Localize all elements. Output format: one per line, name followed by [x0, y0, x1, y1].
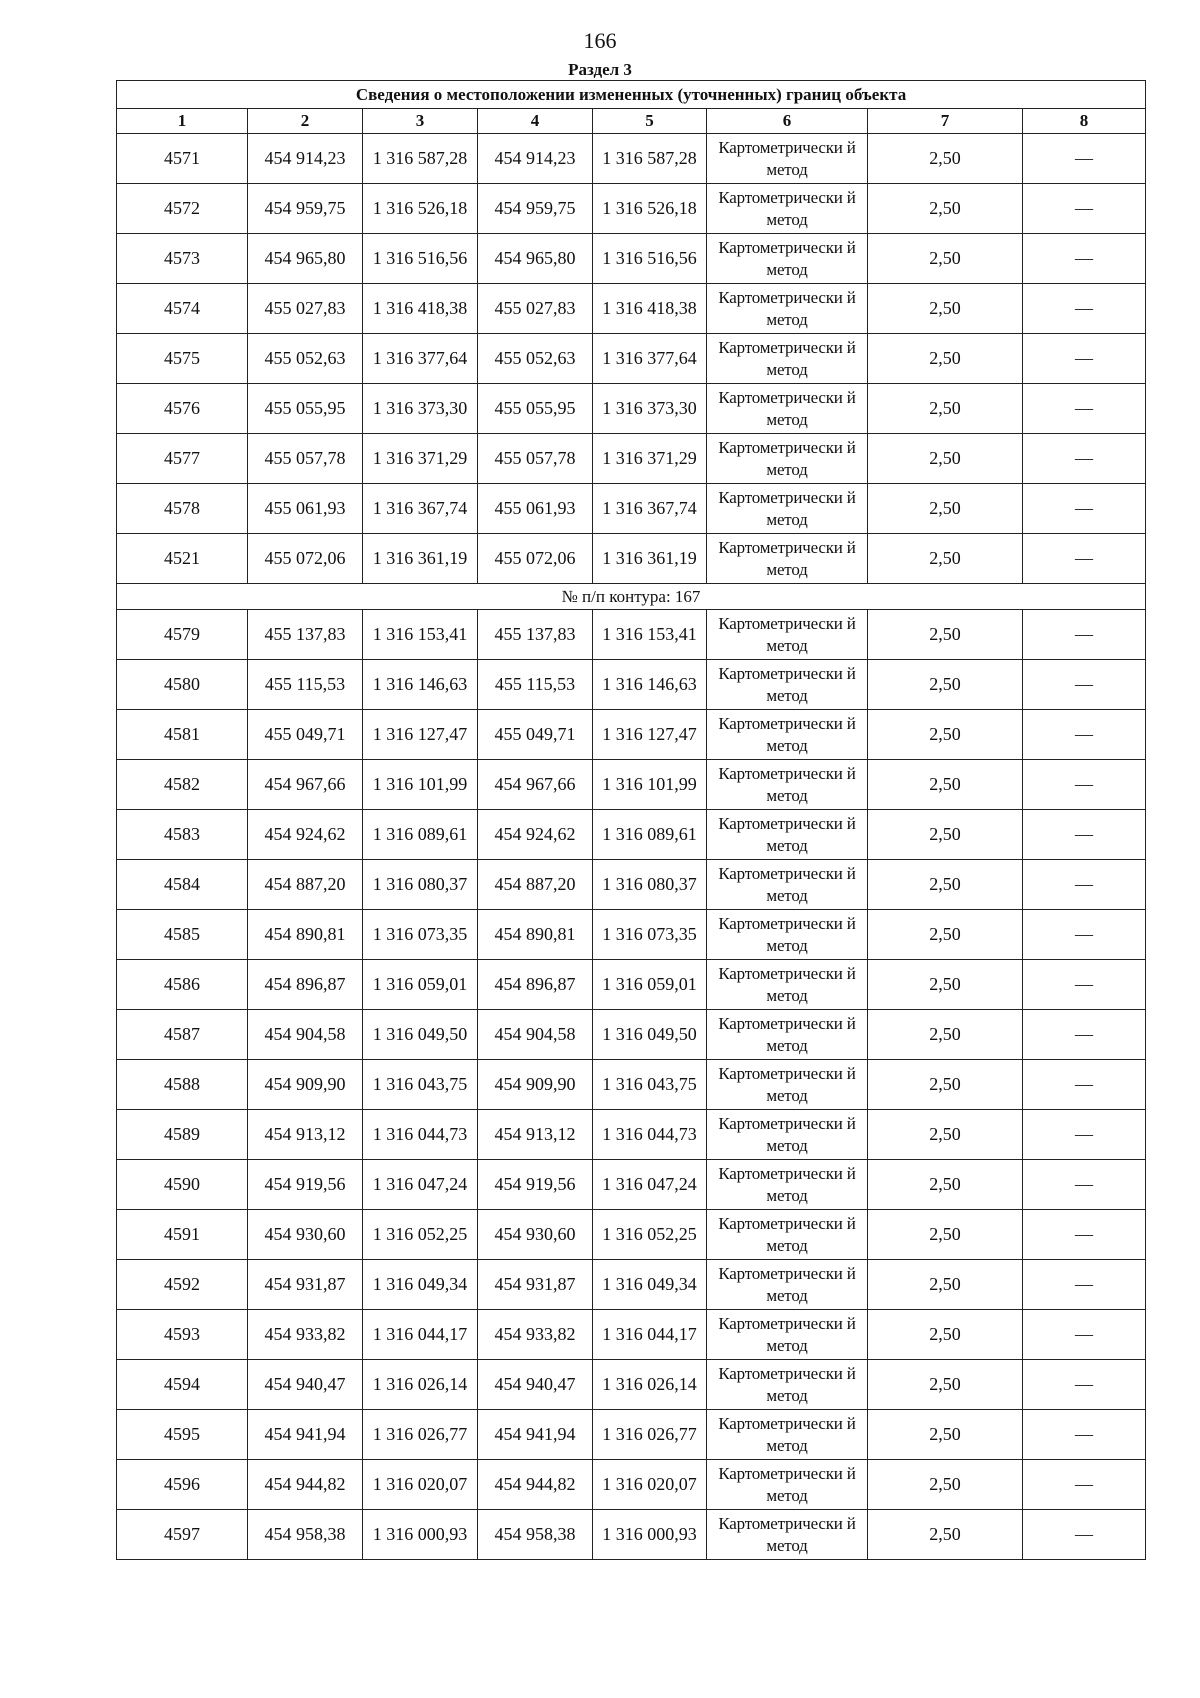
- y-new-cell: 1 316 127,47: [593, 710, 707, 760]
- contour-row: [117, 584, 1146, 610]
- description-cell: —: [1023, 1160, 1146, 1210]
- method-cell: Картометрически й метод: [707, 760, 868, 810]
- table-row: [117, 534, 1146, 584]
- point-number-cell: 4579: [117, 610, 248, 660]
- x-new-cell: 455 049,71: [478, 710, 593, 760]
- y-new-cell: 1 316 146,63: [593, 660, 707, 710]
- y-new-cell: 1 316 026,77: [593, 1410, 707, 1460]
- column-number: 3: [363, 109, 478, 134]
- table-row: [117, 710, 1146, 760]
- description-cell: —: [1023, 1210, 1146, 1260]
- y-new-cell: 1 316 153,41: [593, 610, 707, 660]
- point-number-cell: 4595: [117, 1410, 248, 1460]
- table-row: [117, 760, 1146, 810]
- y-old-cell: 1 316 020,07: [363, 1460, 478, 1510]
- point-number-cell: 4584: [117, 860, 248, 910]
- y-old-cell: 1 316 587,28: [363, 134, 478, 184]
- description-cell: —: [1023, 860, 1146, 910]
- x-new-cell: 454 919,56: [478, 1160, 593, 1210]
- accuracy-cell: 2,50: [868, 1460, 1023, 1510]
- section-title: Раздел 3: [568, 60, 632, 79]
- point-number-cell: 4576: [117, 384, 248, 434]
- method-cell: Картометрически й метод: [707, 184, 868, 234]
- y-new-cell: 1 316 044,73: [593, 1110, 707, 1160]
- method-cell: Картометрически й метод: [707, 134, 868, 184]
- table-caption: Сведения о местоположении измененных (уточненных) границ объекта: [117, 81, 1146, 109]
- description-cell: —: [1023, 710, 1146, 760]
- accuracy-cell: 2,50: [868, 434, 1023, 484]
- table-row: [117, 1410, 1146, 1460]
- description-cell: —: [1023, 184, 1146, 234]
- x-new-cell: 455 055,95: [478, 384, 593, 434]
- x-old-cell: 454 914,23: [248, 134, 363, 184]
- table-row: [117, 610, 1146, 660]
- method-cell: Картометрически й метод: [707, 284, 868, 334]
- x-old-cell: 454 940,47: [248, 1360, 363, 1410]
- y-old-cell: 1 316 043,75: [363, 1060, 478, 1110]
- y-new-cell: 1 316 371,29: [593, 434, 707, 484]
- table-row: [117, 1260, 1146, 1310]
- y-new-cell: 1 316 052,25: [593, 1210, 707, 1260]
- y-old-cell: 1 316 026,14: [363, 1360, 478, 1410]
- y-old-cell: 1 316 049,34: [363, 1260, 478, 1310]
- description-cell: —: [1023, 1510, 1146, 1560]
- x-old-cell: 454 930,60: [248, 1210, 363, 1260]
- method-cell: Картометрически й метод: [707, 234, 868, 284]
- method-cell: Картометрически й метод: [707, 1110, 868, 1160]
- y-new-cell: 1 316 418,38: [593, 284, 707, 334]
- table-row: [117, 134, 1146, 184]
- x-old-cell: 454 896,87: [248, 960, 363, 1010]
- y-old-cell: 1 316 073,35: [363, 910, 478, 960]
- description-cell: —: [1023, 134, 1146, 184]
- column-number: 4: [478, 109, 593, 134]
- x-old-cell: 454 933,82: [248, 1310, 363, 1360]
- y-new-cell: 1 316 020,07: [593, 1460, 707, 1510]
- x-old-cell: 454 958,38: [248, 1510, 363, 1560]
- x-old-cell: 454 944,82: [248, 1460, 363, 1510]
- table-row: [117, 810, 1146, 860]
- column-number: 2: [248, 109, 363, 134]
- x-new-cell: 454 896,87: [478, 960, 593, 1010]
- y-new-cell: 1 316 026,14: [593, 1360, 707, 1410]
- description-cell: —: [1023, 534, 1146, 584]
- accuracy-cell: 2,50: [868, 1010, 1023, 1060]
- y-new-cell: 1 316 587,28: [593, 134, 707, 184]
- y-new-cell: 1 316 044,17: [593, 1310, 707, 1360]
- point-number-cell: 4574: [117, 284, 248, 334]
- accuracy-cell: 2,50: [868, 384, 1023, 434]
- point-number-cell: 4596: [117, 1460, 248, 1510]
- table-row: [117, 334, 1146, 384]
- y-old-cell: 1 316 418,38: [363, 284, 478, 334]
- x-new-cell: 454 914,23: [478, 134, 593, 184]
- table-row: [117, 1210, 1146, 1260]
- method-cell: Картометрически й метод: [707, 334, 868, 384]
- method-cell: Картометрически й метод: [707, 1510, 868, 1560]
- y-old-cell: 1 316 052,25: [363, 1210, 478, 1260]
- accuracy-cell: 2,50: [868, 1510, 1023, 1560]
- accuracy-cell: 2,50: [868, 334, 1023, 384]
- description-cell: —: [1023, 1260, 1146, 1310]
- point-number-cell: 4577: [117, 434, 248, 484]
- accuracy-cell: 2,50: [868, 1160, 1023, 1210]
- method-cell: Картометрически й метод: [707, 960, 868, 1010]
- description-cell: —: [1023, 910, 1146, 960]
- contour-label: № п/п контура: 167: [117, 584, 1146, 610]
- method-cell: Картометрически й метод: [707, 660, 868, 710]
- y-new-cell: 1 316 526,18: [593, 184, 707, 234]
- accuracy-cell: 2,50: [868, 660, 1023, 710]
- method-cell: Картометрически й метод: [707, 610, 868, 660]
- table-row: [117, 1010, 1146, 1060]
- description-cell: —: [1023, 1360, 1146, 1410]
- method-cell: Картометрически й метод: [707, 1360, 868, 1410]
- table-row: [117, 484, 1146, 534]
- y-new-cell: 1 316 089,61: [593, 810, 707, 860]
- x-new-cell: 454 909,90: [478, 1060, 593, 1110]
- accuracy-cell: 2,50: [868, 1110, 1023, 1160]
- method-cell: Картометрически й метод: [707, 1060, 868, 1110]
- y-old-cell: 1 316 026,77: [363, 1410, 478, 1460]
- accuracy-cell: 2,50: [868, 1210, 1023, 1260]
- point-number-cell: 4581: [117, 710, 248, 760]
- x-new-cell: 455 052,63: [478, 334, 593, 384]
- x-old-cell: 455 115,53: [248, 660, 363, 710]
- description-cell: —: [1023, 760, 1146, 810]
- table-row: [117, 1460, 1146, 1510]
- point-number-cell: 4572: [117, 184, 248, 234]
- method-cell: Картометрически й метод: [707, 434, 868, 484]
- x-new-cell: 454 931,87: [478, 1260, 593, 1310]
- x-new-cell: 454 958,38: [478, 1510, 593, 1560]
- y-old-cell: 1 316 153,41: [363, 610, 478, 660]
- column-number: 6: [707, 109, 868, 134]
- point-number-cell: 4585: [117, 910, 248, 960]
- column-number: 1: [117, 109, 248, 134]
- x-old-cell: 454 931,87: [248, 1260, 363, 1310]
- x-old-cell: 455 072,06: [248, 534, 363, 584]
- description-cell: —: [1023, 434, 1146, 484]
- accuracy-cell: 2,50: [868, 860, 1023, 910]
- table-row: [117, 910, 1146, 960]
- method-cell: Картометрически й метод: [707, 1460, 868, 1510]
- y-new-cell: 1 316 043,75: [593, 1060, 707, 1110]
- x-old-cell: 455 049,71: [248, 710, 363, 760]
- description-cell: —: [1023, 284, 1146, 334]
- accuracy-cell: 2,50: [868, 234, 1023, 284]
- y-old-cell: 1 316 047,24: [363, 1160, 478, 1210]
- method-cell: Картометрически й метод: [707, 1210, 868, 1260]
- table-row: [117, 184, 1146, 234]
- y-old-cell: 1 316 516,56: [363, 234, 478, 284]
- y-old-cell: 1 316 101,99: [363, 760, 478, 810]
- table-caption-row: [117, 81, 1146, 109]
- table-row: [117, 384, 1146, 434]
- description-cell: —: [1023, 660, 1146, 710]
- table-row: [117, 1360, 1146, 1410]
- y-new-cell: 1 316 101,99: [593, 760, 707, 810]
- x-new-cell: 454 959,75: [478, 184, 593, 234]
- point-number-cell: 4597: [117, 1510, 248, 1560]
- y-old-cell: 1 316 059,01: [363, 960, 478, 1010]
- x-old-cell: 454 965,80: [248, 234, 363, 284]
- x-new-cell: 454 940,47: [478, 1360, 593, 1410]
- method-cell: Картометрически й метод: [707, 810, 868, 860]
- point-number-cell: 4592: [117, 1260, 248, 1310]
- x-old-cell: 455 052,63: [248, 334, 363, 384]
- accuracy-cell: 2,50: [868, 1360, 1023, 1410]
- boundary-coordinates-table: [116, 80, 1146, 1560]
- description-cell: —: [1023, 1060, 1146, 1110]
- method-cell: Картометрически й метод: [707, 710, 868, 760]
- x-new-cell: 455 027,83: [478, 284, 593, 334]
- x-new-cell: 455 072,06: [478, 534, 593, 584]
- table-row: [117, 1310, 1146, 1360]
- y-old-cell: 1 316 526,18: [363, 184, 478, 234]
- y-new-cell: 1 316 000,93: [593, 1510, 707, 1560]
- table-row: [117, 284, 1146, 334]
- y-new-cell: 1 316 367,74: [593, 484, 707, 534]
- x-new-cell: 454 944,82: [478, 1460, 593, 1510]
- y-old-cell: 1 316 371,29: [363, 434, 478, 484]
- accuracy-cell: 2,50: [868, 284, 1023, 334]
- accuracy-cell: 2,50: [868, 534, 1023, 584]
- accuracy-cell: 2,50: [868, 184, 1023, 234]
- table-row: [117, 860, 1146, 910]
- x-new-cell: 454 913,12: [478, 1110, 593, 1160]
- table-row: [117, 1110, 1146, 1160]
- x-old-cell: 455 061,93: [248, 484, 363, 534]
- y-new-cell: 1 316 377,64: [593, 334, 707, 384]
- description-cell: —: [1023, 1410, 1146, 1460]
- x-old-cell: 454 919,56: [248, 1160, 363, 1210]
- point-number-cell: 4586: [117, 960, 248, 1010]
- method-cell: Картометрически й метод: [707, 484, 868, 534]
- table-row: [117, 960, 1146, 1010]
- accuracy-cell: 2,50: [868, 610, 1023, 660]
- x-new-cell: 455 137,83: [478, 610, 593, 660]
- description-cell: —: [1023, 1460, 1146, 1510]
- description-cell: —: [1023, 484, 1146, 534]
- accuracy-cell: 2,50: [868, 1410, 1023, 1460]
- method-cell: Картометрически й метод: [707, 1010, 868, 1060]
- y-old-cell: 1 316 127,47: [363, 710, 478, 760]
- accuracy-cell: 2,50: [868, 1260, 1023, 1310]
- description-cell: —: [1023, 1010, 1146, 1060]
- table-row: [117, 1060, 1146, 1110]
- page-number: 166: [583, 28, 617, 53]
- accuracy-cell: 2,50: [868, 910, 1023, 960]
- y-old-cell: 1 316 089,61: [363, 810, 478, 860]
- y-old-cell: 1 316 044,73: [363, 1110, 478, 1160]
- method-cell: Картометрически й метод: [707, 384, 868, 434]
- point-number-cell: 4573: [117, 234, 248, 284]
- table-row: [117, 1160, 1146, 1210]
- point-number-cell: 4587: [117, 1010, 248, 1060]
- x-old-cell: 454 924,62: [248, 810, 363, 860]
- accuracy-cell: 2,50: [868, 484, 1023, 534]
- x-new-cell: 454 967,66: [478, 760, 593, 810]
- description-cell: —: [1023, 810, 1146, 860]
- method-cell: Картометрически й метод: [707, 910, 868, 960]
- point-number-cell: 4591: [117, 1210, 248, 1260]
- x-old-cell: 455 027,83: [248, 284, 363, 334]
- x-old-cell: 455 055,95: [248, 384, 363, 434]
- y-old-cell: 1 316 367,74: [363, 484, 478, 534]
- y-new-cell: 1 316 516,56: [593, 234, 707, 284]
- method-cell: Картометрически й метод: [707, 1260, 868, 1310]
- x-old-cell: 454 959,75: [248, 184, 363, 234]
- description-cell: —: [1023, 334, 1146, 384]
- description-cell: —: [1023, 384, 1146, 434]
- x-old-cell: 454 967,66: [248, 760, 363, 810]
- point-number-cell: 4575: [117, 334, 248, 384]
- y-old-cell: 1 316 361,19: [363, 534, 478, 584]
- x-new-cell: 454 887,20: [478, 860, 593, 910]
- point-number-cell: 4521: [117, 534, 248, 584]
- description-cell: —: [1023, 1310, 1146, 1360]
- accuracy-cell: 2,50: [868, 134, 1023, 184]
- description-cell: —: [1023, 234, 1146, 284]
- description-cell: —: [1023, 1110, 1146, 1160]
- accuracy-cell: 2,50: [868, 960, 1023, 1010]
- point-number-cell: 4583: [117, 810, 248, 860]
- y-new-cell: 1 316 059,01: [593, 960, 707, 1010]
- y-old-cell: 1 316 377,64: [363, 334, 478, 384]
- x-new-cell: 455 115,53: [478, 660, 593, 710]
- accuracy-cell: 2,50: [868, 760, 1023, 810]
- x-old-cell: 454 941,94: [248, 1410, 363, 1460]
- x-new-cell: 454 904,58: [478, 1010, 593, 1060]
- y-new-cell: 1 316 049,34: [593, 1260, 707, 1310]
- table-row: [117, 1510, 1146, 1560]
- y-new-cell: 1 316 073,35: [593, 910, 707, 960]
- accuracy-cell: 2,50: [868, 1060, 1023, 1110]
- method-cell: Картометрически й метод: [707, 1410, 868, 1460]
- y-old-cell: 1 316 000,93: [363, 1510, 478, 1560]
- x-old-cell: 454 909,90: [248, 1060, 363, 1110]
- accuracy-cell: 2,50: [868, 1310, 1023, 1360]
- point-number-cell: 4571: [117, 134, 248, 184]
- x-new-cell: 454 941,94: [478, 1410, 593, 1460]
- table-row: [117, 434, 1146, 484]
- y-old-cell: 1 316 080,37: [363, 860, 478, 910]
- method-cell: Картометрически й метод: [707, 1160, 868, 1210]
- x-new-cell: 454 965,80: [478, 234, 593, 284]
- point-number-cell: 4580: [117, 660, 248, 710]
- method-cell: Картометрически й метод: [707, 534, 868, 584]
- point-number-cell: 4589: [117, 1110, 248, 1160]
- x-new-cell: 454 890,81: [478, 910, 593, 960]
- point-number-cell: 4590: [117, 1160, 248, 1210]
- y-old-cell: 1 316 049,50: [363, 1010, 478, 1060]
- y-old-cell: 1 316 373,30: [363, 384, 478, 434]
- accuracy-cell: 2,50: [868, 710, 1023, 760]
- point-number-cell: 4593: [117, 1310, 248, 1360]
- x-old-cell: 454 890,81: [248, 910, 363, 960]
- x-new-cell: 454 924,62: [478, 810, 593, 860]
- x-old-cell: 455 137,83: [248, 610, 363, 660]
- point-number-cell: 4578: [117, 484, 248, 534]
- point-number-cell: 4588: [117, 1060, 248, 1110]
- accuracy-cell: 2,50: [868, 810, 1023, 860]
- column-number: 7: [868, 109, 1023, 134]
- y-new-cell: 1 316 047,24: [593, 1160, 707, 1210]
- method-cell: Картометрически й метод: [707, 860, 868, 910]
- description-cell: —: [1023, 610, 1146, 660]
- x-old-cell: 454 913,12: [248, 1110, 363, 1160]
- x-new-cell: 454 930,60: [478, 1210, 593, 1260]
- column-number: 8: [1023, 109, 1146, 134]
- y-new-cell: 1 316 080,37: [593, 860, 707, 910]
- point-number-cell: 4582: [117, 760, 248, 810]
- column-number-row: [117, 109, 1146, 134]
- x-old-cell: 454 904,58: [248, 1010, 363, 1060]
- y-old-cell: 1 316 044,17: [363, 1310, 478, 1360]
- x-old-cell: 455 057,78: [248, 434, 363, 484]
- description-cell: —: [1023, 960, 1146, 1010]
- y-new-cell: 1 316 373,30: [593, 384, 707, 434]
- point-number-cell: 4594: [117, 1360, 248, 1410]
- y-old-cell: 1 316 146,63: [363, 660, 478, 710]
- table-row: [117, 234, 1146, 284]
- x-new-cell: 455 061,93: [478, 484, 593, 534]
- x-old-cell: 454 887,20: [248, 860, 363, 910]
- method-cell: Картометрически й метод: [707, 1310, 868, 1360]
- y-new-cell: 1 316 049,50: [593, 1010, 707, 1060]
- x-new-cell: 454 933,82: [478, 1310, 593, 1360]
- column-number: 5: [593, 109, 707, 134]
- table-row: [117, 660, 1146, 710]
- x-new-cell: 455 057,78: [478, 434, 593, 484]
- y-new-cell: 1 316 361,19: [593, 534, 707, 584]
